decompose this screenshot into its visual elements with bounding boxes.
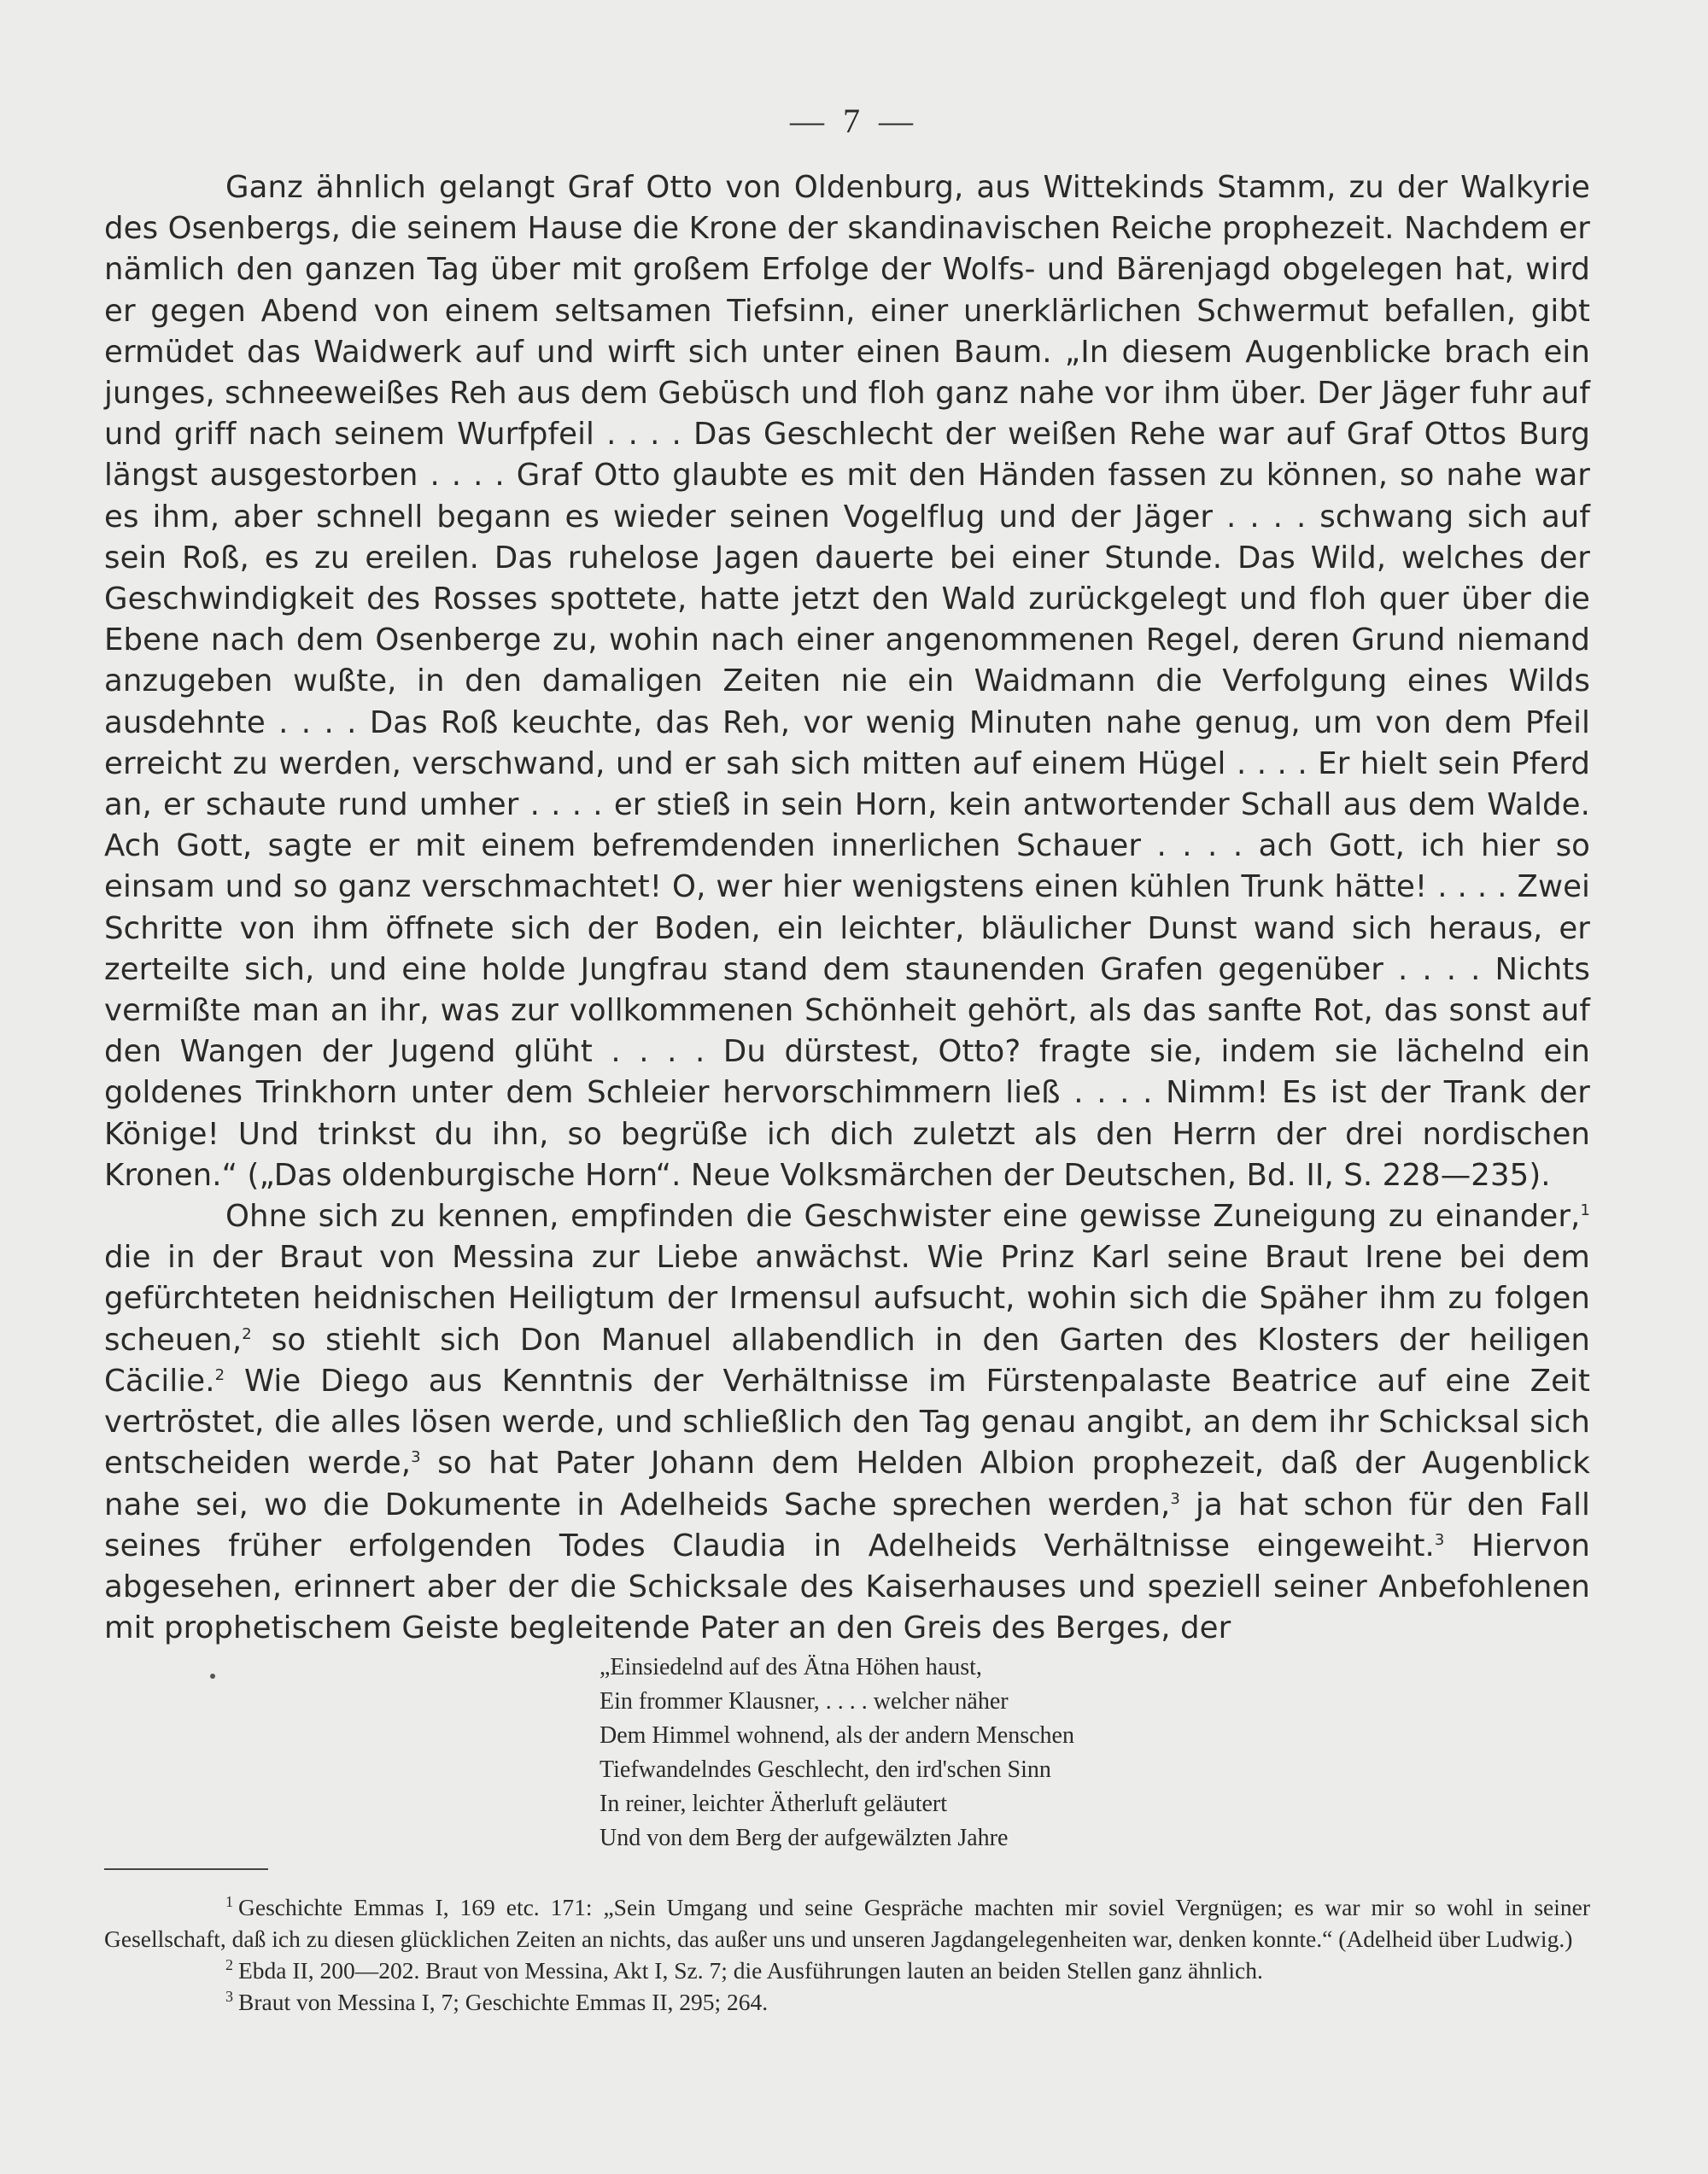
footnote-mark: 3 xyxy=(225,1987,233,2005)
paragraph-text: Hiervon abgesehen, erinnert aber der die Schicksale des Kaiserhauses und speziell seiner Anbefohlenen mit prophetischem Geiste begleitende Pater an den Greis des Berges, der xyxy=(104,1528,1591,1646)
footnote xyxy=(104,1955,1590,1986)
footnote-mark: 2 xyxy=(225,1955,233,1973)
footnote-ref: 3 xyxy=(411,1448,421,1467)
footnote xyxy=(104,1986,1590,2018)
paragraph-text: ja hat schon für den Fall seines früher erfolgenden Todes Claudia in Adelheids Verhältnisse eingeweiht. xyxy=(104,1487,1590,1563)
footnote-ref: 3 xyxy=(1434,1530,1445,1549)
footnote-ref: 2 xyxy=(214,1366,225,1385)
paragraph-text: Ohne sich zu kennen, empfinden die Geschwister eine gewisse Zuneigung zu einander, xyxy=(225,1199,1581,1235)
paragraph-text: so stiehlt sich Don Manuel allabendlich in den Garten des Klosters der heiligen Cäcilie. xyxy=(104,1322,1590,1399)
footnote-ref: 3 xyxy=(1170,1489,1180,1508)
verse-quote xyxy=(600,1651,1454,1855)
verse-line: Dem Himmel wohnend, als der andern Menschen xyxy=(600,1722,1074,1749)
footnote-ref: 1 xyxy=(1580,1201,1590,1220)
body-text xyxy=(104,167,1590,1649)
verse-line: Tiefwandelndes Geschlecht, den ird'schen Sinn xyxy=(600,1756,1051,1783)
footnote-text: Geschichte Emmas I, 169 etc. 171: „Sein Umgang und seine Gespräche machten mir soviel Vergnügen; es war mir so wohl in seiner Gesellschaft, daß ich zu diesen glücklichen Zeiten an nichts, das außer uns und unseren Jagdangelegenheiten war, denken konnte.“ (Adelheid über Ludwig.) xyxy=(104,1894,1590,1952)
paragraph-text: so hat Pater Johann dem Helden Albion prophezeit, daß der Augenblick nahe sei, wo die Dokumente in Adelheids Sache sprechen werden, xyxy=(104,1446,1590,1522)
verse-line: In reiner, leichter Ätherluft geläutert xyxy=(600,1791,948,1817)
paragraph-text: Wie Diego aus Kenntnis der Verhältnisse im Fürstenpalaste Beatrice auf eine Zeit vertröstet, die alles lösen werde, und schließlich den Tag genau angibt, an dem ihr Schicksal sich entscheiden werde, xyxy=(104,1363,1590,1481)
paragraph-text: die in der Braut von Messina zur Liebe anwächst. Wie Prinz Karl seine Braut Irene bei dem gefürchteten heidnischen Heiligtum der Irmensul aufsucht, wohin sich die Späher ihm zu folgen scheuen, xyxy=(104,1240,1590,1358)
verse-line: Ein frommer Klausner, . . . . welcher näher xyxy=(600,1688,1009,1715)
footnotes xyxy=(104,1891,1590,2018)
verse-line: „Einsiedelnd auf des Ätna Höhen haust, xyxy=(600,1654,982,1680)
footnote-ref: 2 xyxy=(242,1324,252,1343)
footnote xyxy=(104,1891,1590,1955)
verse-line: Und von dem Berg der aufgewälzten Jahre xyxy=(600,1825,1009,1851)
footnote-text: Braut von Messina I, 7; Geschichte Emmas II, 295; 264. xyxy=(238,1989,769,2015)
footnote-divider xyxy=(104,1868,268,1870)
footnote-mark: 1 xyxy=(225,1892,233,1910)
footnote-text: Ebda II, 200—202. Braut von Messina, Akt I, Sz. 7; die Ausführungen lauten an beiden Stellen ganz ähnlich. xyxy=(238,1957,1263,1984)
paragraph-siblings xyxy=(104,1196,1590,1649)
paragraph-otto-legend: Ganz ähnlich gelangt Graf Otto von Oldenburg, aus Wittekinds Stamm, zu der Walkyrie des Osenbergs, die seinem Hause die Krone der skandinavischen Reiche prophezeit. Nachdem er nämlich den ganzen Tag über mit großem Erfolge der Wolfs- und Bärenjagd obgelegen hat, wird er gegen Abend von einem seltsamen Tiefsinn, einer unerklärlichen Schwermut befallen, gibt ermüdet das Waidwerk auf und wirft sich unter einen Baum. „In diesem Augenblicke brach ein junges, schneeweißes Reh aus dem Gebüsch und floh ganz nahe vor ihm über. Der Jäger fuhr auf und griff nach seinem Wurfpfeil . . . . Das Geschlecht der weißen Rehe war auf Graf Ottos Burg längst ausgestorben . . . . Graf Otto glaubte es mit den Händen fassen zu können, so nahe war es ihm, aber schnell begann es wieder seinen Vogelflug und der Jäger . . . . schwang sich auf sein Roß, es zu ereilen. Das ruhelose Jagen dauerte bei einer Stunde. Das Wild, welches der Geschwindigkeit des Rosses spottete, hatte jetzt den Wald zurückgelegt und floh quer über die Ebene nach dem Osenberge zu, wohin nach einer angenommenen Regel, deren Grund niemand anzugeben wußte, in den damaligen Zeiten nie ein Waidmann die Verfolgung eines Wilds ausdehnte . . . . Das Roß keuchte, das Reh, vor wenig Minuten nahe genug, um von dem Pfeil erreicht zu werden, verschwand, und er sah sich mitten auf einem Hügel . . . . Er hielt sein Pferd an, er schaute rund umher . . . . er stieß in sein Horn, kein antwortender Schall aus dem Walde. Ach Gott, sagte er mit einem befremdenden innerlichen Schauer . . . . ach Gott, ich hier so einsam und so ganz verschmachtet! O, wer hier wenigstens einen kühlen Trunk hätte! . . . . Zwei Schritte von ihm öffnete sich der Boden, ein leichter, bläulicher Dunst wand sich heraus, er zerteilte sich, und eine holde Jungfrau stand dem staunenden Grafen gegenüber . . . . Nichts vermißte man an ihr, was zur vollkommenen Schönheit gehört, als das sanfte Rot, das sonst auf den Wangen der Jugend glüht . . . . Du dürstest, Otto? fragte sie, indem sie lächelnd ein goldenes Trinkhorn unter dem Schleier hervorschimmern ließ . . . . Nimm! Es ist der Trank der Könige! Und trinkst du ihn, so begrüße ich dich zuletzt als den Herrn der drei nordischen Kronen.“ („Das oldenburgische Horn“. Neue Volksmärchen der Deutschen, Bd. II, S. 228—235). xyxy=(104,170,1590,1193)
stray-mark xyxy=(210,1674,215,1679)
page-number: — 7 — xyxy=(790,102,918,140)
